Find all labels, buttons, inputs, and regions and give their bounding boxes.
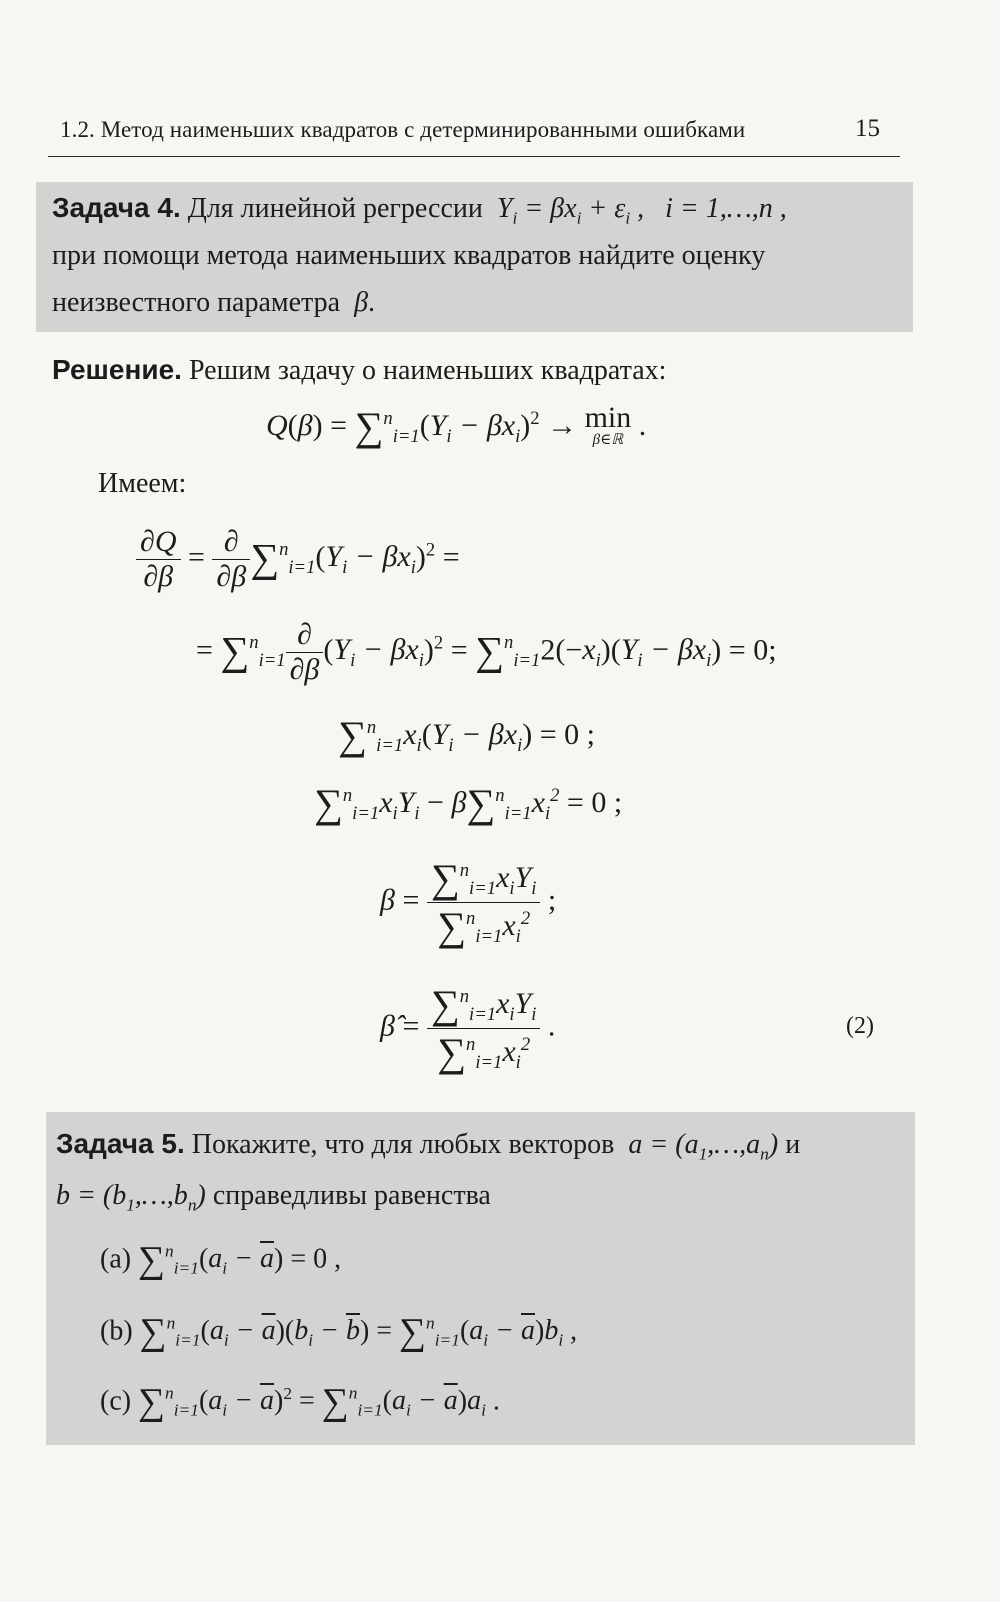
derivative-formula-2: = ∑$^n_{i=1}$ $\frac{\partial}{\partial\beta}$ $(Y_i - \beta x_i)^2 = \sum^n_{i=1}2(-x_i)(Y_i - \beta x_i) = 0$; (196, 618, 777, 686)
problem-4-line-1 (52, 192, 787, 229)
solution-line (52, 354, 666, 387)
problem-4-label: Задача 4. (52, 192, 181, 223)
vector-b-formula: $b = (b_1,\dots,b_n)$ (56, 1180, 206, 1215)
objective-formula: $Q(\beta) = \sum^n_{i=1}(Y_i - \beta x_i)^2$ → min β∈ℝ . (266, 401, 647, 449)
normal-equation-2: $\sum^n_{i=1}x_iY_i - \beta\sum^n_{i=1}x_i^2 = 0$ ; (314, 781, 623, 826)
page-number: 15 (855, 115, 880, 142)
problem-4-line-3: неизвестного параметра β. (52, 287, 376, 318)
problem-4-text-3: неизвестного параметра (52, 287, 341, 318)
identity-c: (c) $\sum^n_{i=1}(a_i - \overline{a})^2 = \sum^n_{i=1}(a_i - \overline{a})a_i$ . (100, 1381, 500, 1423)
item-c-label: (c) (100, 1385, 132, 1417)
vector-a-formula: $a = (a_1,\dots,a_n)$ (621, 1129, 779, 1164)
equation-number: (2) (846, 1013, 874, 1039)
derivative-formula-1: $\frac{\partial Q}{\partial\beta}$ = $\frac{\partial}{\partial\beta}$ $\sum^n_{i=1}(Y_i - \beta x_i)^2$ = (136, 525, 460, 594)
solution-text: Решим задачу о наименьших квадратах: (188, 355, 667, 386)
identity-b: (b) $\sum^n_{i=1}(a_i - \overline{a})(b_i - \overline{b}) = \sum^n_{i=1}(a_i - \overline{a})b_i$ , (100, 1311, 578, 1353)
running-header (48, 112, 900, 157)
problem-5-conj: и (785, 1129, 801, 1160)
solution-label: Решение. (52, 354, 182, 385)
problem-4-line-2: при помощи метода наименьших квадратов найдите оценку (52, 240, 766, 271)
item-a-label: (a) (100, 1243, 132, 1275)
problem-5-text-2: справедливы равенства (212, 1180, 491, 1211)
problem-5-line-1 (56, 1128, 800, 1165)
problem-5-line-2 (56, 1180, 491, 1216)
normal-equation-1: $\sum^n_{i=1}x_i(Y_i - \beta x_i) = 0$ ; (338, 713, 595, 758)
beta-formula: β = $\frac{\sum^n_{i=1}x_iY_i}{\sum^n_{i=1}x_i^2}$ ; (380, 856, 557, 949)
regression-model-formula: $Y_i = \beta x_i + \varepsilon_i$ , i = 1,…,n , (489, 193, 787, 228)
we-have-label: Имеем: (98, 468, 187, 499)
problem-5-text-1: Покажите, что для любых векторов (191, 1129, 615, 1160)
identity-a: (a) $\sum^n_{i=1}(a_i - \overline{a}) = 0$ , (100, 1239, 342, 1281)
problem-4-text-1: Для линейной регрессии (187, 193, 483, 224)
beta-symbol: β (347, 287, 369, 318)
item-b-label: (b) (100, 1315, 133, 1347)
problem-5-label: Задача 5. (56, 1128, 185, 1159)
beta-hat-formula: β̂ = $\frac{\sum^n_{i=1}x_iY_i}{\sum^n_{i=1}x_i^2}$ . (380, 982, 556, 1075)
running-header-title: 1.2. Метод наименьших квадратов с детерминированными ошибками (60, 117, 746, 142)
